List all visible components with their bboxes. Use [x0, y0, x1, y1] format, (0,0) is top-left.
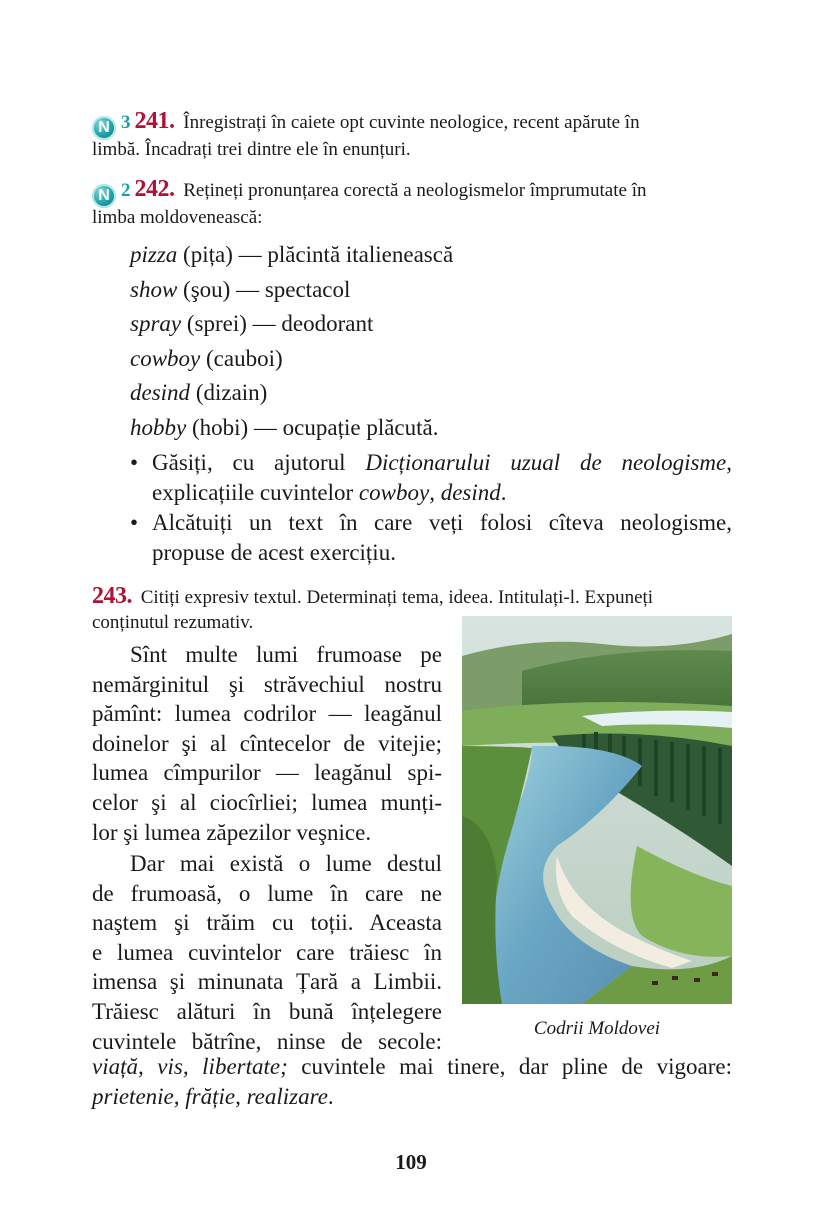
list-item: cowboy (cauboi)	[130, 345, 283, 371]
paragraph-2-tail-line1: viață, vis, libertate; cuvintele mai tinere, dar pline de vigoare:	[92, 1054, 732, 1079]
exercise-242-line2: limba moldovenească:	[92, 207, 263, 228]
list-item: hobby (hobi) — ocupație plăcută.	[130, 414, 439, 440]
photo-caption: Codrii Moldovei	[533, 1018, 661, 1039]
exercise-number: 241.	[134, 108, 175, 134]
list-item: desind (dizain)	[130, 380, 268, 405]
difficulty-level: 3	[121, 112, 131, 133]
exercise-241-line2: limbă. Încadrați trei dintre ele în enunțuri.	[92, 139, 411, 160]
task-item-2: • Alcătuiți un text în care veți folosi cîteva neologisme, propuse de acest exercițiu.	[130, 510, 732, 565]
task-item-1: • Găsiți, cu ajutorul Dicționarului uzual de neologisme, explicațiile cuvintelor cowboy, desind.	[130, 450, 732, 505]
page-number: 109	[395, 1150, 427, 1174]
neologism-badge-icon: N	[92, 116, 116, 140]
neologism-list	[130, 238, 453, 445]
list-item: spray (sprei) — deodorant	[130, 311, 374, 336]
exercise-number: 243.	[92, 583, 132, 609]
exercise-242-header	[92, 176, 732, 208]
exercise-243-header	[92, 583, 732, 611]
difficulty-level: 2	[121, 180, 131, 201]
exercise-text: Rețineți pronunțarea corectă a neologismelor împrumutate în	[183, 180, 647, 201]
bullet-icon: •	[130, 510, 139, 535]
neologism-badge-icon: N	[92, 184, 116, 208]
paragraph-1: Sînt multe lumi frumoase pe nemărginitul şi străvechiul nostru pămînt: lumea codrilor — leagănul doinelor şi al cîntecelor de vitejie; lumea cîmpurilor — leagănul spi- celor şi al ciocîrliei; lumea munți- lor şi lumea zăpezilor veşnice.	[92, 642, 442, 845]
exercise-241-header	[92, 108, 732, 140]
list-item: show (şou) — spectacol	[130, 276, 351, 302]
exercise-text: Înregistrați în caiete opt cuvinte neologice, recent apărute în	[183, 112, 640, 133]
exercise-text: Citiți expresiv textul. Determinați tema, ideea. Intitulați-l. Expuneți	[140, 587, 654, 608]
exercise-number: 242.	[134, 176, 175, 202]
exercise-243-line2: conținutul rezumativ.	[92, 612, 254, 633]
bullet-icon: •	[130, 450, 139, 475]
paragraph-2: Dar mai există o lume destul de frumoasă, o lume în care ne naştem şi trăim cu toții. Aceasta e lumea cuvintelor care trăiesc în imensa şi minunata Țară a Limbii. Trăiesc alături în bună înțelegere cuvintele bătrîne, ninse de secole:	[92, 851, 442, 1054]
list-item: pizza (pița) — plăcintă italienească	[130, 242, 454, 267]
paragraph-2-tail-line2: prietenie, frăție, realizare.	[92, 1084, 334, 1109]
river-landscape-photo	[462, 616, 732, 1004]
